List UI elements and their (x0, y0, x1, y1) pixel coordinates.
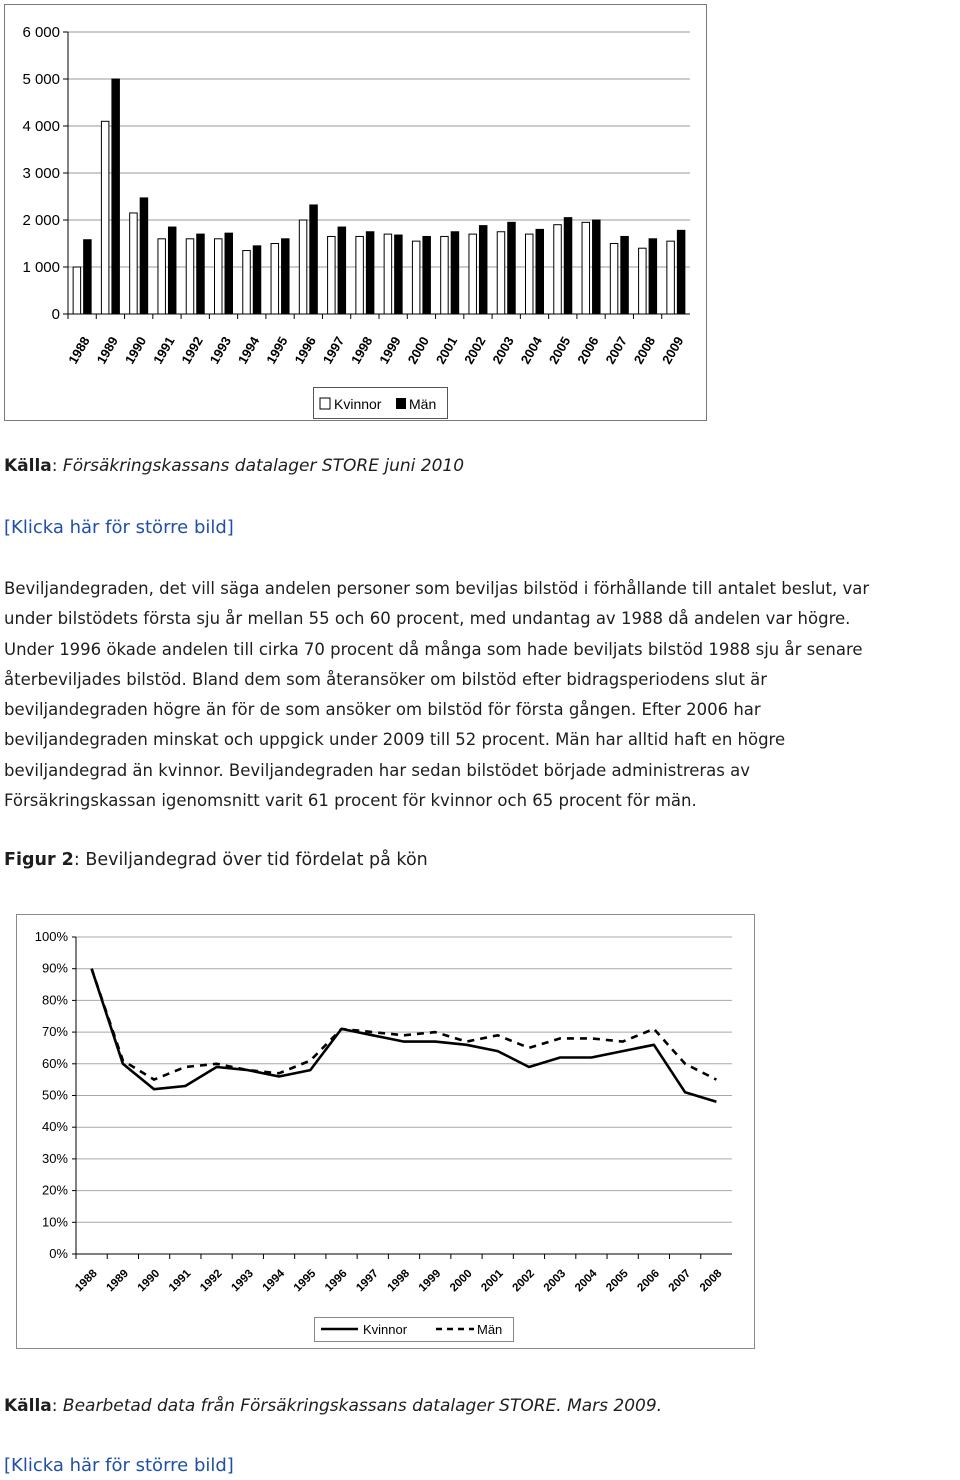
bar-man (508, 222, 516, 314)
enlarge-image-link-2[interactable]: [Klicka här för större bild] (4, 1455, 234, 1476)
bar-kvinnor (582, 222, 590, 314)
x-tick-label: 1992 (198, 1267, 225, 1295)
x-tick-label: 1999 (376, 334, 404, 367)
x-tick-label: 1989 (104, 1267, 131, 1295)
y-tick-label: 100% (34, 929, 68, 944)
x-tick-label: 1995 (291, 1267, 319, 1295)
source-text: Bearbetad data från Försäkringskassans datalager STORE. Mars 2009. (62, 1396, 663, 1416)
x-tick-label: 1994 (260, 1267, 288, 1295)
source-label: Källa (4, 456, 52, 476)
source-note-1: Källa: Försäkringskassans datalager STORE juni 2010 (4, 456, 465, 476)
bar-kvinnor (271, 244, 279, 315)
legend-swatch-kvinnor (320, 398, 330, 409)
paragraph-line: Under 1996 ökade andelen till cirka 70 procent då många som hade beviljats bilstöd 1988 sju år senare (4, 639, 863, 659)
bar-kvinnor (667, 241, 675, 314)
bar-man (197, 234, 205, 314)
y-tick-label: 50% (41, 1087, 68, 1103)
y-tick-label: 2 000 (22, 212, 60, 229)
paragraph-line: under bilstödets första sju år mellan 55 och 60 procent, med undantag av 1988 då andelen var högre. (4, 609, 851, 629)
body-paragraph (4, 574, 959, 816)
x-tick-label: 2007 (602, 334, 630, 367)
x-tick-label: 1995 (263, 334, 291, 367)
x-tick-label: 1998 (348, 334, 376, 367)
x-tick-label: 1993 (229, 1267, 256, 1295)
bar-man (395, 235, 403, 314)
bar-man (168, 227, 176, 314)
legend-swatch-man (396, 398, 406, 409)
y-tick-label: 4 000 (22, 118, 60, 135)
bar-man (338, 227, 346, 314)
x-tick-label: 2002 (510, 1267, 538, 1295)
paragraph-line: återbeviljades bilstöd. Bland dem som återansöker om bilstöd efter bidragsperiodens slut är (4, 669, 768, 689)
x-tick-label: 2000 (404, 334, 433, 367)
x-tick-label: 1993 (206, 334, 235, 367)
bar-kvinnor (526, 234, 534, 314)
bar-man (84, 240, 92, 314)
paragraph-line: beviljandegrad än kvinnor. Beviljandegraden har sedan bilstödet började administreras av (4, 760, 751, 780)
bar-kvinnor (158, 239, 166, 314)
bar-man (423, 236, 431, 314)
bar-man (536, 229, 544, 314)
x-tick-label: 2007 (666, 1267, 694, 1295)
figure-caption-text: Beviljandegrad över tid fördelat på kön (85, 850, 428, 870)
line-chart (16, 914, 756, 1350)
x-tick-label: 2000 (448, 1267, 475, 1295)
source-label: Källa (4, 1396, 52, 1416)
y-tick-label: 30% (41, 1150, 68, 1166)
x-tick-label: 1991 (150, 334, 178, 367)
bar-man (451, 232, 459, 314)
x-tick-label: 2004 (572, 1267, 600, 1295)
paragraph-line: beviljandegraden högre än för de som ansöker om bilstöd för första gången. Efter 2006 har (4, 700, 761, 720)
bar-kvinnor (243, 251, 251, 314)
x-tick-label: 2004 (517, 334, 546, 367)
bar-man (225, 233, 233, 314)
bar-man (564, 218, 572, 314)
bar-kvinnor (639, 248, 647, 314)
y-tick-label: 0% (49, 1246, 68, 1261)
bar-kvinnor (186, 239, 194, 314)
bar-kvinnor (73, 267, 81, 314)
x-tick-label: 1988 (73, 1267, 100, 1295)
x-tick-label: 1989 (93, 334, 122, 367)
x-tick-label: 1997 (354, 1267, 381, 1295)
bar-man (310, 205, 318, 314)
x-tick-label: 2005 (545, 334, 574, 367)
x-tick-label: 2008 (697, 1267, 725, 1295)
y-tick-label: 10% (41, 1214, 68, 1230)
legend-label-man: Män (409, 396, 437, 412)
paragraph-line: Beviljandegraden, det vill säga andelen personer som beviljas bilstöd i förhållande till antalet beslut, var (4, 579, 870, 598)
bar-man (479, 226, 487, 314)
x-tick-label: 2005 (604, 1267, 631, 1295)
y-tick-label: 20% (41, 1182, 68, 1198)
bar-man (282, 239, 290, 314)
x-tick-label: 1996 (323, 1267, 350, 1295)
bar-man (593, 220, 601, 314)
legend-label-kvinnor: Kvinnor (334, 396, 382, 412)
bar-kvinnor (554, 225, 562, 314)
x-tick-label: 1996 (291, 334, 319, 367)
y-tick-label: 3 000 (22, 165, 60, 182)
paragraph-line: beviljandegraden minskat och uppgick under 2009 till 52 procent. Män har alltid haft en högre (4, 730, 786, 750)
x-tick-label: 1990 (121, 334, 150, 367)
x-tick-label: 1994 (234, 334, 263, 367)
bar-kvinnor (384, 234, 392, 314)
y-tick-label: 60% (41, 1055, 68, 1071)
y-tick-label: 6 000 (22, 24, 60, 41)
x-tick-label: 1990 (135, 1267, 163, 1295)
x-tick-label: 1992 (178, 334, 206, 367)
x-tick-label: 1998 (385, 1267, 413, 1295)
x-tick-label: 1988 (65, 334, 93, 367)
paragraph-line: Försäkringskassan igenomsnitt varit 61 procent för kvinnor och 65 procent för män. (4, 791, 697, 811)
bar-man (253, 246, 260, 314)
bar-kvinnor (469, 234, 477, 314)
bar-man (621, 236, 629, 314)
figure-caption: Figur 2: Beviljandegrad över tid fördelat på kön (4, 850, 428, 870)
x-tick-label: 2003 (489, 334, 517, 367)
bar-man (112, 79, 120, 314)
x-tick-label: 2001 (479, 1267, 506, 1295)
x-tick-label: 2006 (574, 334, 602, 367)
x-tick-label: 2006 (635, 1267, 663, 1295)
x-tick-label: 1999 (416, 1267, 444, 1295)
y-tick-label: 40% (41, 1119, 68, 1135)
legend-label-kvinnor: Kvinnor (363, 1322, 408, 1337)
bar-chart (4, 4, 708, 422)
y-tick-label: 1 000 (22, 259, 60, 276)
y-tick-label: 5 000 (22, 71, 60, 88)
bar-kvinnor (299, 220, 307, 314)
bar-man (677, 230, 685, 314)
source-note-2: Källa: Bearbetad data från Försäkringskassans datalager STORE. Mars 2009. (4, 1396, 663, 1416)
x-tick-label: 1997 (319, 334, 348, 367)
y-tick-label: 0 (51, 306, 60, 323)
bar-kvinnor (441, 236, 449, 314)
bar-man (649, 239, 657, 314)
bar-kvinnor (101, 121, 109, 314)
bar-legend (314, 388, 448, 419)
bar-kvinnor (215, 239, 223, 314)
bar-man (366, 232, 374, 314)
bar-kvinnor (130, 213, 138, 314)
bar-kvinnor (412, 241, 420, 314)
x-tick-label: 2008 (630, 334, 659, 367)
x-tick-label: 2002 (461, 334, 489, 367)
bar-kvinnor (497, 232, 505, 314)
source-text: Försäkringskassans datalager STORE juni 2010 (62, 456, 465, 476)
y-tick-label: 80% (41, 992, 68, 1008)
x-tick-label: 2009 (659, 334, 687, 367)
bar-kvinnor (356, 236, 364, 314)
enlarge-image-link-1[interactable]: [Klicka här för större bild] (4, 517, 234, 538)
bar-man (140, 198, 148, 314)
x-tick-label: 1991 (166, 1267, 194, 1295)
legend-label-man: Män (477, 1322, 503, 1337)
x-tick-label: 2001 (432, 334, 461, 367)
x-tick-label: 2003 (541, 1267, 569, 1295)
bar-kvinnor (328, 236, 336, 314)
figure-label: Figur 2 (4, 850, 74, 870)
bar-kvinnor (610, 244, 618, 315)
line-legend (315, 1318, 514, 1342)
y-tick-label: 90% (41, 960, 68, 976)
y-tick-label: 70% (41, 1024, 68, 1040)
